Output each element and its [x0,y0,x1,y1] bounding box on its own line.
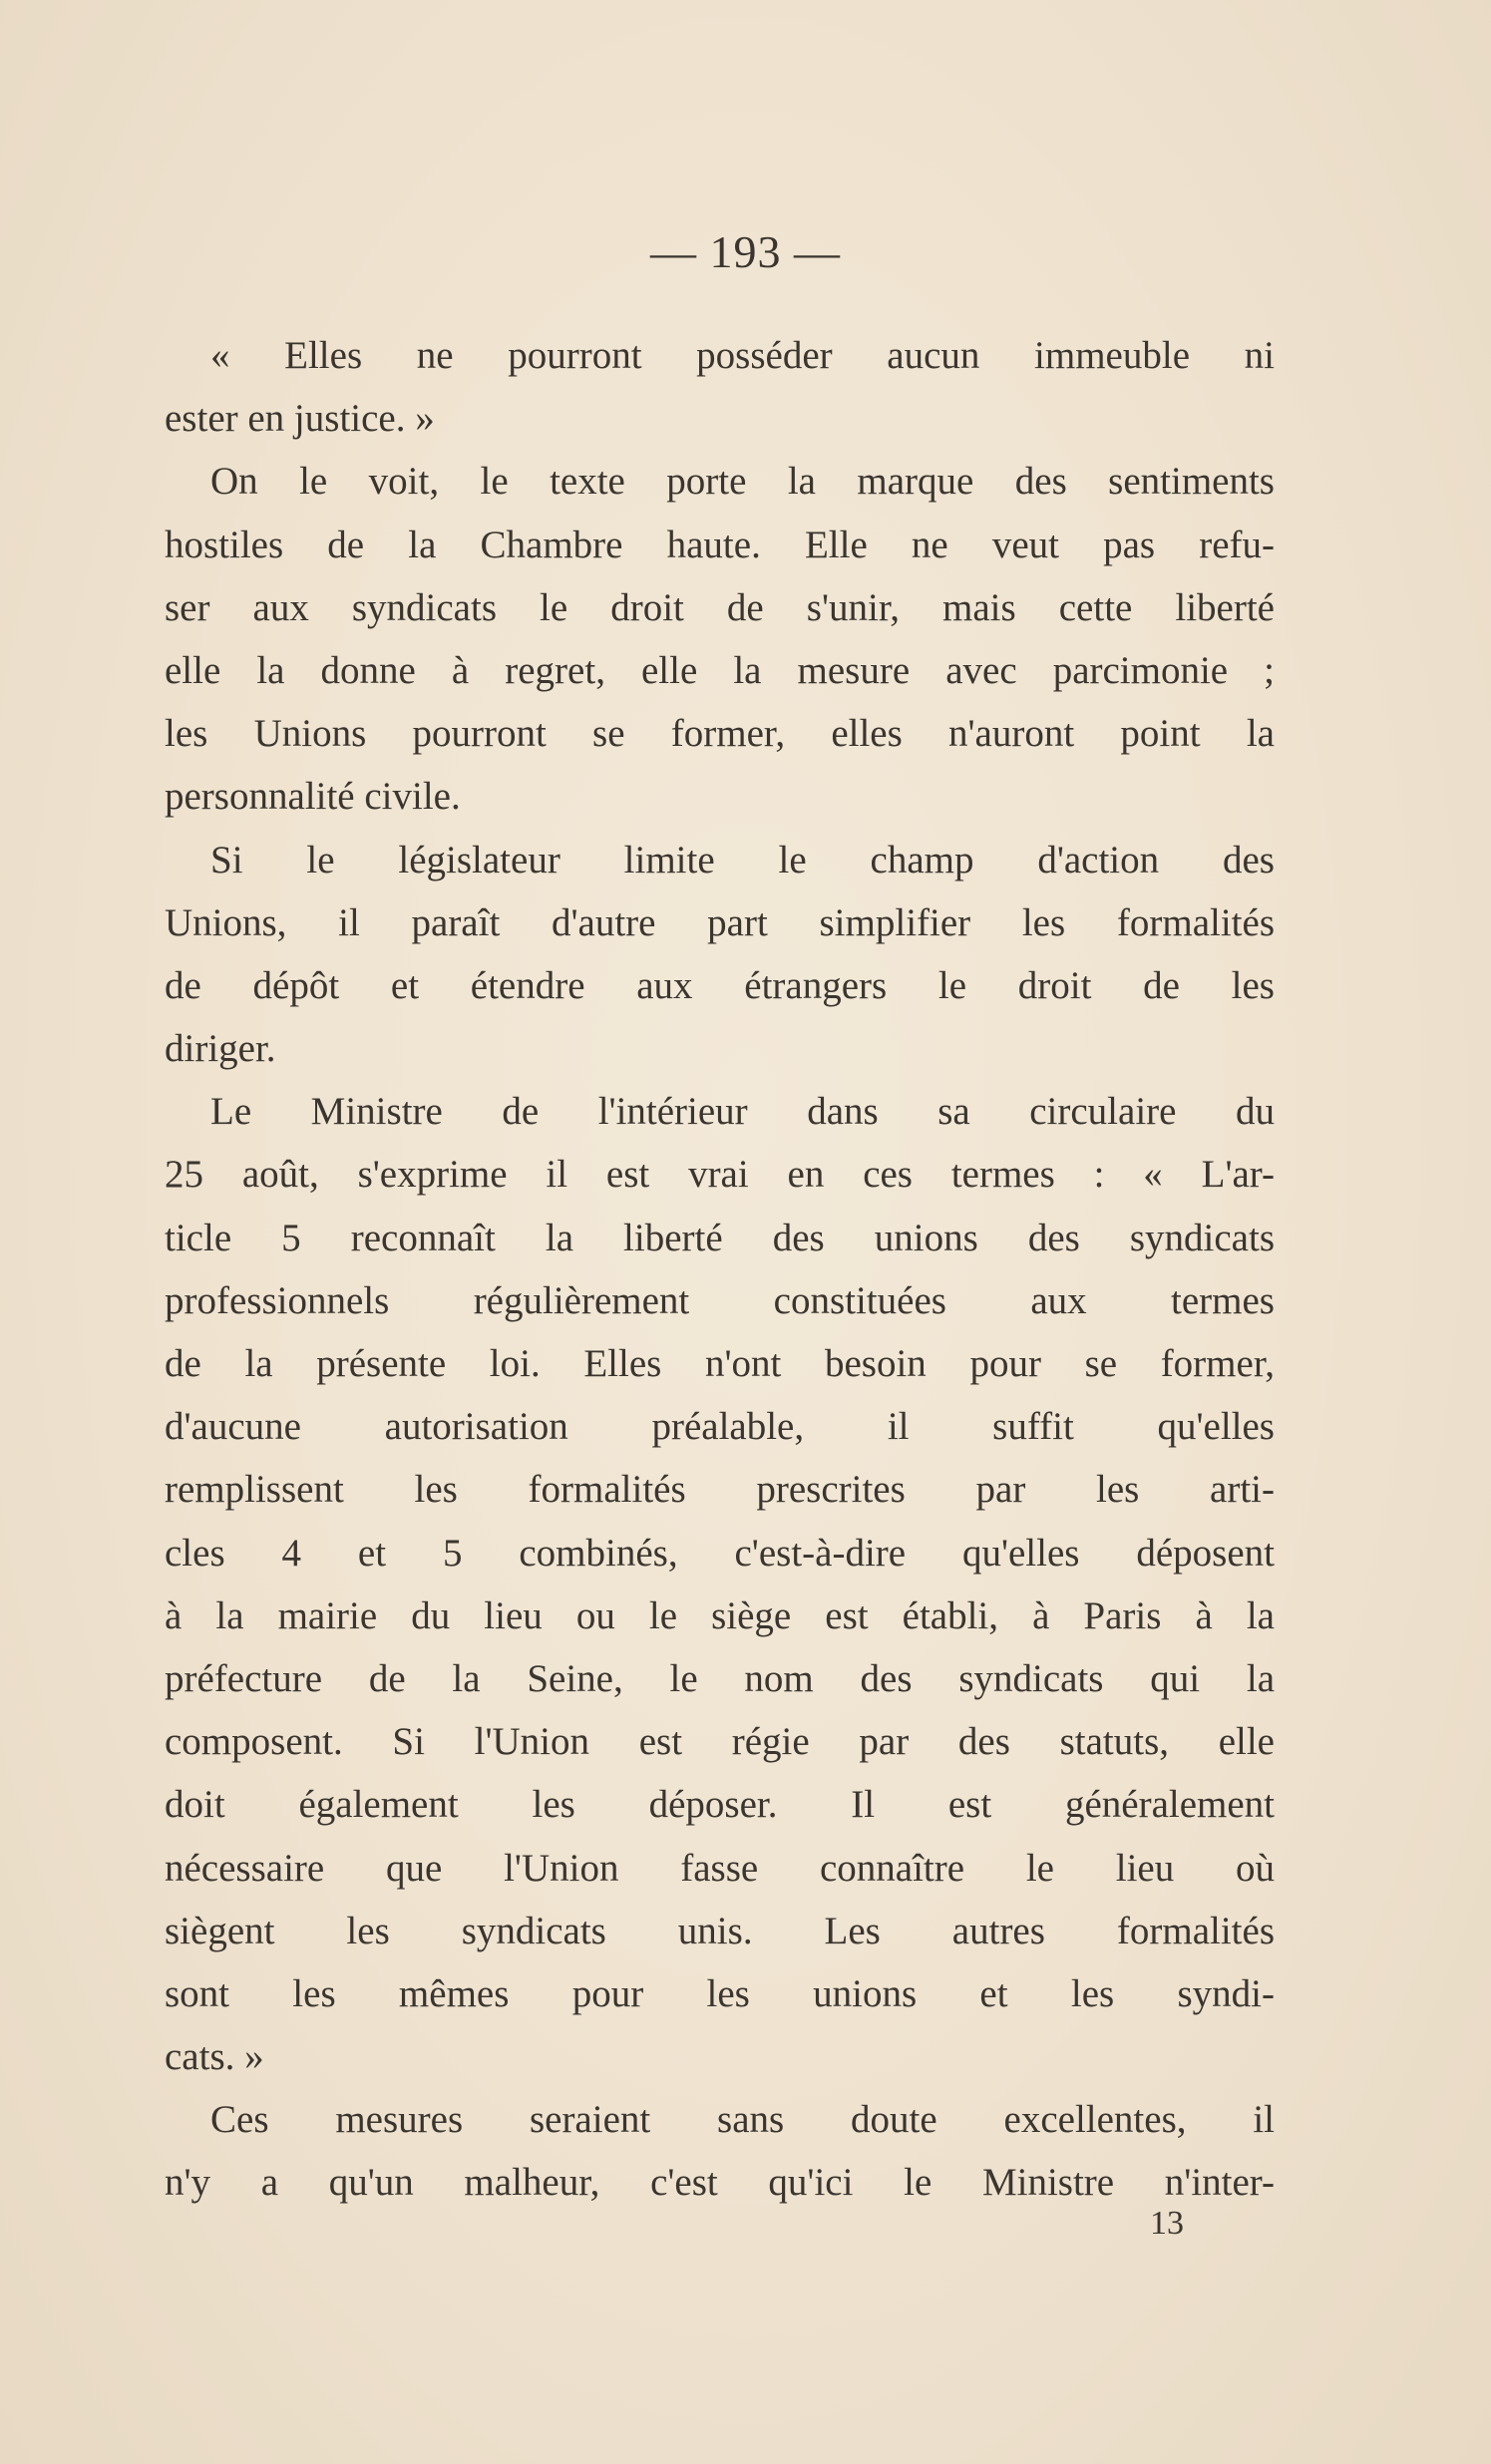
text-line: préfecture de la Seine, le nom des syndicats qui la [165,1656,1275,1700]
signature-mark: 13 [1150,2205,1184,2242]
text-line: On le voit, le texte porte la marque des sentiments [210,460,1275,504]
text-line: composent. Si l'Union est régie par des statuts, elle [165,1720,1275,1764]
text-line: à la mairie du lieu ou le siège est établi, à Paris à la [165,1593,1275,1637]
text-line: 25 août, s'exprime il est vrai en ces termes : « L'ar- [165,1153,1275,1197]
text-line: personnalité civile. [165,775,461,819]
text-line: de la présente loi. Elles n'ont besoin pour se former, [165,1342,1275,1385]
text-line: Ces mesures seraient sans doute excellentes, il [210,2098,1275,2142]
text-line: de dépôt et étendre aux étrangers le droit de les [165,963,1275,1007]
text-line: Unions, il paraît d'autre part simplifier les formalités [165,900,1275,944]
text-line: Si le législateur limite le champ d'action des [210,838,1275,881]
text-line: cles 4 et 5 combinés, c'est-à-dire qu'elles déposent [165,1531,1275,1575]
text-line: « Elles ne pourront posséder aucun immeuble ni [210,334,1275,377]
text-line: doit également les déposer. Il est généralement [165,1783,1275,1827]
text-line: diriger. [165,1027,276,1071]
text-line: nécessaire que l'Union fasse connaître le lieu où [165,1846,1275,1890]
text-line: ester en justice. » [165,397,435,441]
text-line: cats. » [165,2035,264,2079]
text-line: les Unions pourront se former, elles n'auront point la [165,712,1275,756]
text-line: d'aucune autorisation préalable, il suffit qu'elles [165,1405,1275,1449]
page-number-header: — 193 — [650,226,841,277]
text-line: hostiles de la Chambre haute. Elle ne veut pas refu- [165,523,1275,566]
text-line: professionnels régulièrement constituées aux termes [165,1278,1275,1322]
text-line: ser aux syndicats le droit de s'unir, mais cette liberté [165,585,1275,629]
text-line: siègent les syndicats unis. Les autres formalités [165,1909,1275,1952]
body-text [165,324,1275,2215]
text-line: ticle 5 reconnaît la liberté des unions des syndicats [165,1216,1275,1259]
text-line: n'y a qu'un malheur, c'est qu'ici le Ministre n'inter- [165,2161,1275,2205]
text-line: elle la donne à regret, elle la mesure avec parcimonie ; [165,648,1275,692]
text-line: Le Ministre de l'intérieur dans sa circulaire du [210,1090,1275,1134]
text-line: sont les mêmes pour les unions et les syndi- [165,1971,1275,2015]
text-line: remplissent les formalités prescrites par les arti- [165,1468,1275,1512]
